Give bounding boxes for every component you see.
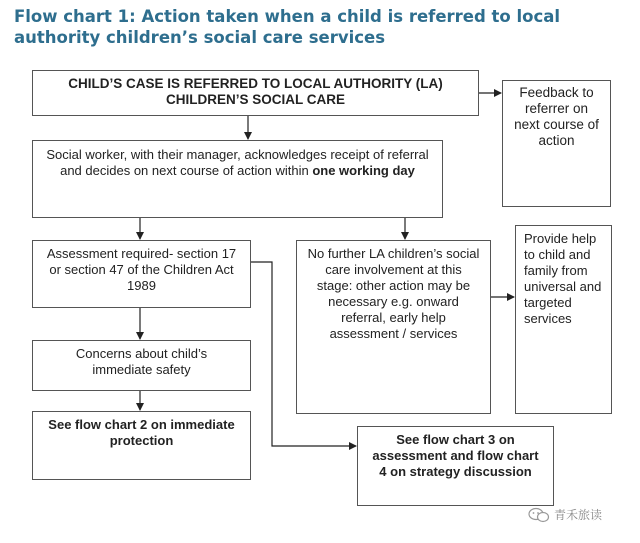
feedback-text: Feedback to referrer on next course of action bbox=[514, 85, 599, 148]
watermark bbox=[528, 506, 602, 523]
box-referral bbox=[32, 70, 479, 116]
flow2-text: See flow chart 2 on immediate protection bbox=[48, 417, 235, 448]
box-assessment bbox=[32, 240, 251, 308]
flow3-text: See flow chart 3 on assessment and flow chart 4 on strategy discussion bbox=[372, 432, 539, 479]
box-provide-help bbox=[515, 225, 612, 414]
title-line-1: Flow chart 1: Action taken when a child is referred to local bbox=[14, 7, 561, 26]
box-acknowledge bbox=[32, 140, 443, 218]
watermark-text: 青禾旅读 bbox=[554, 508, 603, 522]
no-further-text: No further LA children’s social care involvement at this stage: other action may be necessary e.g. onward referral, early help assessment / services bbox=[307, 246, 480, 341]
referral-line-2: CHILDREN’S SOCIAL CARE bbox=[165, 92, 345, 107]
box-flow2 bbox=[32, 411, 251, 480]
box-flow3 bbox=[357, 426, 554, 506]
acknowledge-text: Social worker, with their manager, acknowledges receipt of referral and decides on next course of action within bbox=[46, 147, 429, 178]
acknowledge-emphasis: one working day bbox=[312, 163, 415, 178]
box-concerns bbox=[32, 340, 251, 391]
box-feedback bbox=[502, 80, 611, 207]
title-line-2: authority children’s social care services bbox=[14, 28, 386, 47]
referral-line-1: CHILD’S CASE IS REFERRED TO LOCAL AUTHORITY (LA) bbox=[68, 76, 443, 91]
concerns-text: Concerns about child’s immediate safety bbox=[75, 346, 208, 377]
provide-help-text: Provide help to child and family from universal and targeted services bbox=[524, 231, 602, 326]
assessment-text: Assessment required- section 17 or section 47 of the Children Act 1989 bbox=[46, 246, 237, 293]
box-no-further bbox=[296, 240, 491, 414]
wechat-icon bbox=[528, 507, 550, 523]
